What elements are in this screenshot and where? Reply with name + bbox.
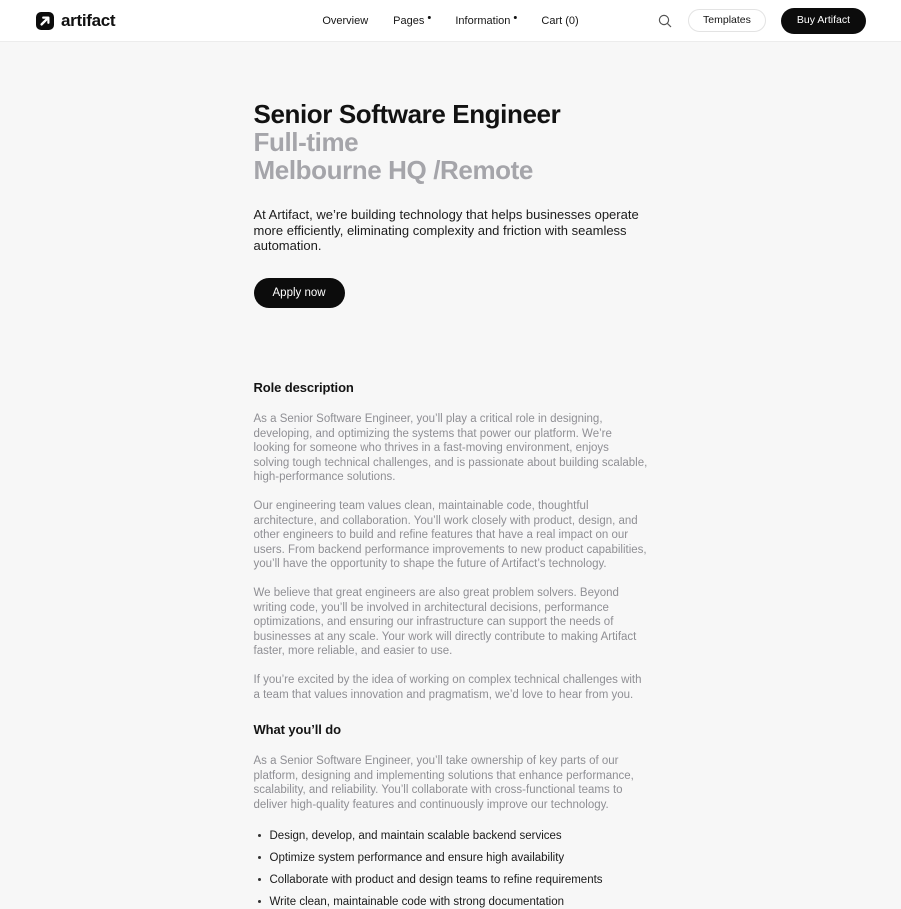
job-employment-type: Full-time: [253, 127, 359, 157]
bullet-icon: [258, 900, 261, 903]
section-role-description: [254, 380, 648, 702]
nav-label: Pages: [393, 14, 425, 27]
list-item: [254, 851, 648, 865]
list-item: [254, 873, 648, 887]
bullet-icon: [258, 834, 261, 837]
header-actions: [657, 8, 866, 34]
nav-item-cart[interactable]: [541, 15, 578, 27]
list-item-text: Write clean, maintainable code with strong documentation: [269, 895, 564, 908]
search-icon[interactable]: [657, 13, 673, 29]
section-paragraph: As a Senior Software Engineer, you’ll take ownership of key parts of our platform, designing and implementing solutions that enhance performance, scalability, and reliability. You’ll collaborate with cross-functional teams to deliver high-quality features and continuously improve our technology.: [253, 755, 634, 811]
list-item-text: Optimize system performance and ensure high availability: [269, 851, 565, 864]
section-what-youll-do: [254, 722, 648, 908]
list-item-text: Collaborate with product and design teams to refine requirements: [269, 873, 603, 886]
site-header: [0, 0, 901, 42]
brand-name: artifact: [61, 10, 116, 30]
job-posting: [254, 100, 648, 909]
responsibilities-list: [254, 829, 648, 909]
job-location: Melbourne HQ /Remote: [253, 155, 533, 185]
section-paragraph: As a Senior Software Engineer, you’ll play a critical role in designing, developing, and optimizing the systems that power our platform. We’re looking for someone who thrives in a fast-moving environment, enjoys solving tough technical challenges, and is passionate about building scalable, high-performance solutions.: [253, 413, 648, 484]
buy-artifact-button[interactable]: Buy Artifact: [781, 8, 866, 34]
nav-item-pages[interactable]: [393, 15, 430, 27]
bullet-icon: [258, 878, 261, 881]
job-intro: At Artifact, we’re building technology that helps businesses operate more efficiently, eliminating complexity and friction with seamless automation.: [253, 207, 639, 254]
bullet-icon: [258, 856, 261, 859]
nav-label: Overview: [322, 14, 369, 27]
artifact-logo-icon: [36, 12, 54, 30]
list-item: [254, 895, 648, 909]
nav-item-overview[interactable]: [322, 15, 368, 27]
list-item: [254, 829, 648, 843]
nav-item-information[interactable]: [455, 15, 516, 27]
list-item-text: Design, develop, and maintain scalable backend services: [269, 829, 562, 842]
nav-dot-indicator: [513, 16, 516, 19]
nav-label: Information: [455, 14, 511, 27]
section-paragraph: We believe that great engineers are also great problem solvers. Beyond writing code, you’ll be involved in architectural decisions, performance optimizations, and ensuring our infrastructure can support the needs of businesses at any scale. Your work will directly contribute to making Artifact faster, more reliable, and easier to use.: [253, 587, 637, 658]
nav-dot-indicator: [427, 16, 430, 19]
templates-button[interactable]: Templates: [688, 9, 766, 32]
section-heading: What you’ll do: [253, 722, 341, 738]
job-title: Senior Software Engineer: [253, 99, 561, 129]
brand-logo[interactable]: [36, 11, 115, 31]
section-paragraph: If you’re excited by the idea of working on complex technical challenges with a team that values innovation and pragmatism, we’d love to hear from you.: [253, 674, 642, 701]
apply-now-button[interactable]: Apply now: [254, 278, 345, 308]
section-heading: Role description: [253, 380, 354, 396]
primary-nav: [322, 0, 578, 41]
nav-label: Cart (0): [541, 14, 579, 27]
section-paragraph: Our engineering team values clean, maintainable code, thoughtful architecture, and collaboration. You’ll work closely with product, design, and other engineers to build and refine features that have a real impact on our users. From backend performance improvements to new product capabilities, you’ll have the opportunity to shape the future of Artifact’s technology.: [253, 500, 647, 571]
